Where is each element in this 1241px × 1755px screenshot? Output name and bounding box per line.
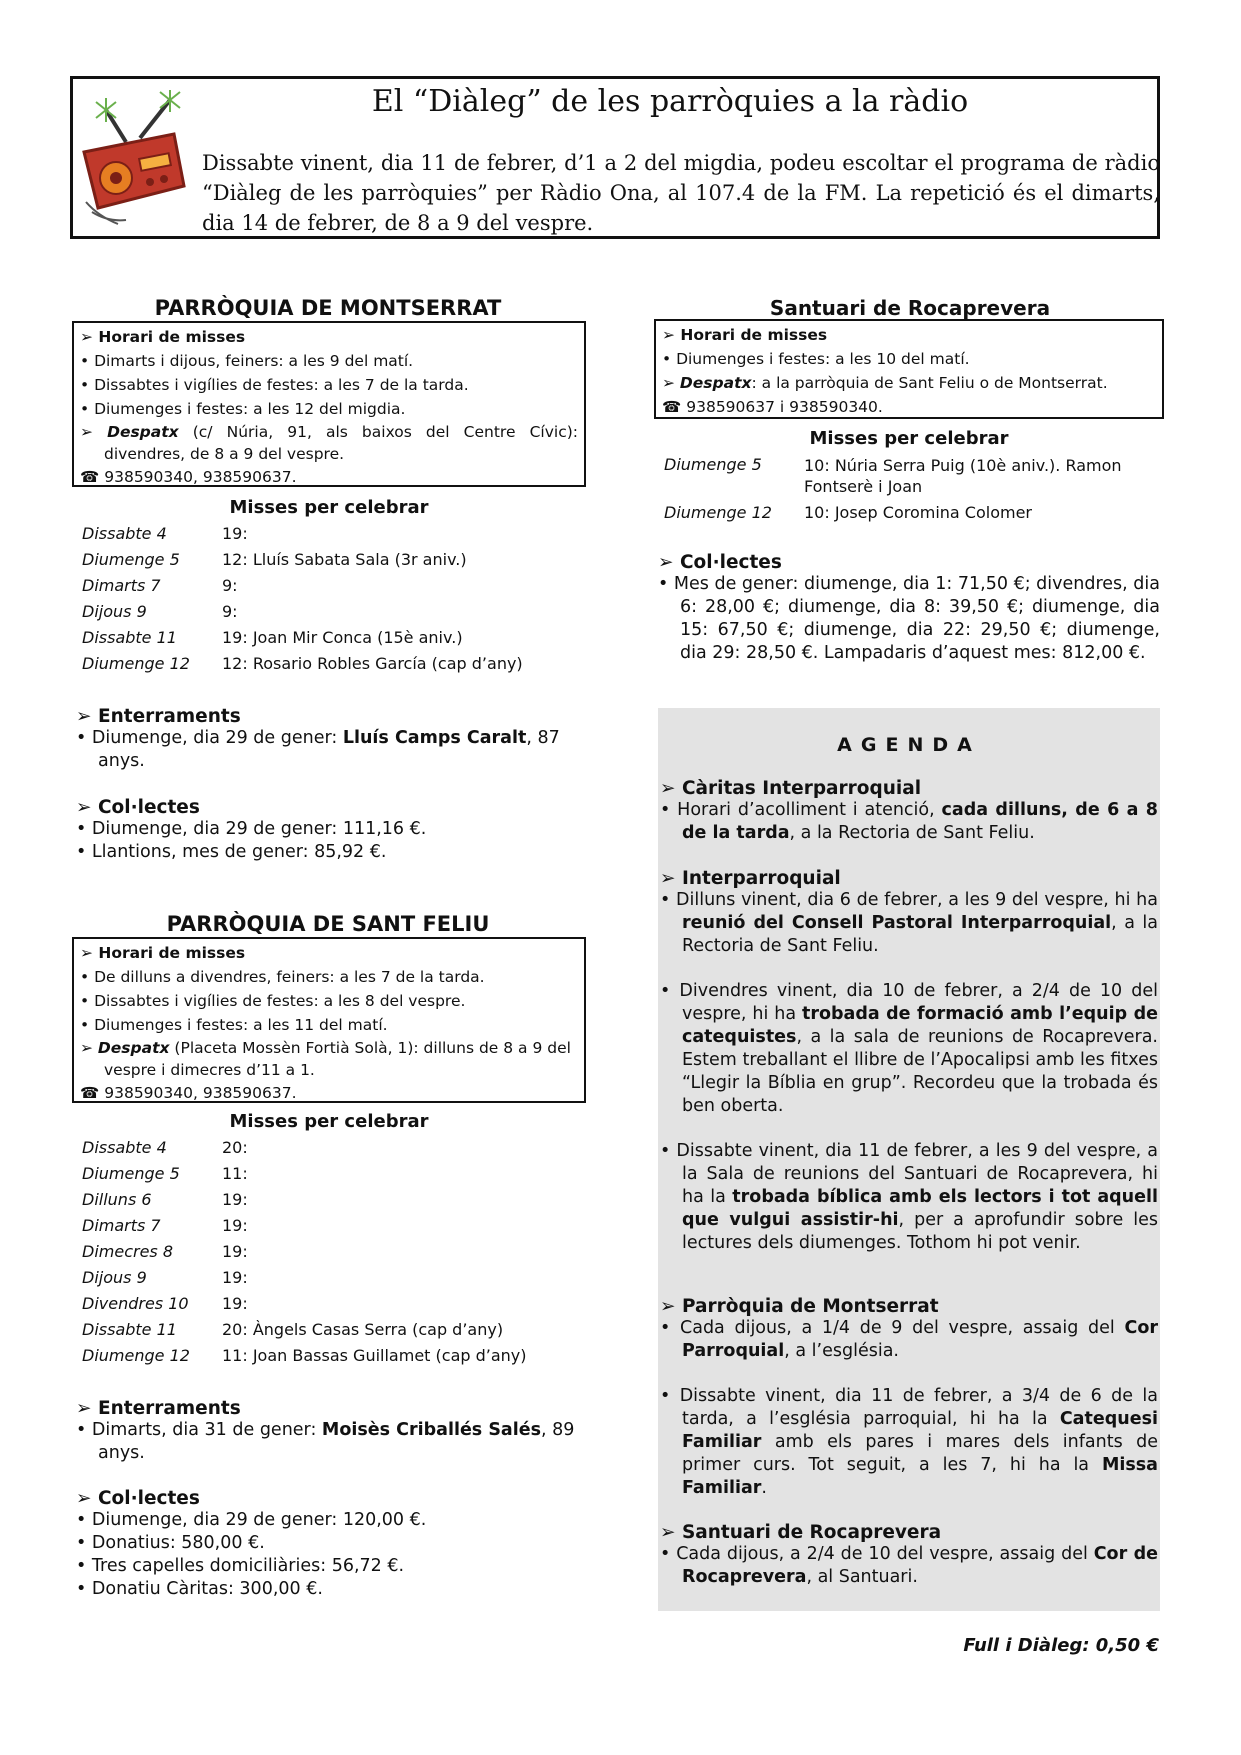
enterrament-date: • Diumenge, dia 29 de gener: — [76, 728, 343, 748]
agenda-text: , a la sala de reunions de Rocaprevera. Estem treballant el llibre de l’Apocalipsi amb les fitxes “Llegir la Bíblia en grup”. Recordeu que la trobada és ben oberta. — [682, 1027, 1158, 1116]
mass-hour: 12: — [222, 654, 248, 673]
montserrat-enterraments — [76, 706, 586, 773]
mass-row — [82, 1190, 582, 1216]
agenda-text: • Dilluns vinent, dia 6 de febrer, a les 9 del vespre, hi ha — [660, 890, 1158, 910]
despatx-text: (Placeta Mossèn Fortià Solà, 1): dilluns de 8 a 9 del vespre i dimecres d’11 a 1. — [104, 1039, 571, 1079]
agenda-text: , a la Rectoria de Sant Feliu. — [682, 913, 1158, 956]
agenda-text: , al Santuari. — [806, 1567, 918, 1587]
mass-hour: 10: — [804, 456, 830, 475]
enterrament-date: • Dimarts, dia 31 de gener: — [76, 1420, 322, 1440]
mass-row — [82, 1320, 582, 1346]
agenda-item — [660, 889, 1158, 958]
mass-day: Dissabte 11 — [82, 628, 177, 647]
mass-day: Dissabte 11 — [82, 1320, 177, 1339]
mass-day: Diumenge 5 — [664, 455, 762, 474]
collecta-item: • Diumenge, dia 29 de gener: 120,00 €. — [76, 1510, 427, 1530]
mass-hour: 20: — [222, 1320, 248, 1339]
radio-illustration — [78, 90, 198, 228]
despatx-line: ➢ Despatx: a la parròquia de Sant Feliu o de Montserrat. — [662, 374, 1108, 392]
santfeliu-title: PARRÒQUIA DE SANT FELIU — [166, 912, 490, 936]
agenda-heading: ➢ Santuari de Rocaprevera — [660, 1522, 942, 1543]
mass-row — [82, 602, 582, 628]
mass-day: Dijous 9 — [82, 602, 147, 621]
agenda-montserrat — [660, 1296, 1158, 1500]
mass-day: Dimarts 7 — [82, 1216, 161, 1235]
rocaprevera-title: Santuari de Rocaprevera — [769, 296, 1051, 320]
montserrat-collectes — [76, 797, 586, 864]
agenda-text: , a l’església. — [784, 1341, 899, 1361]
mass-row — [82, 1138, 582, 1164]
santfeliu-horari-box — [72, 937, 586, 1103]
agenda-heading: ➢ Interparroquial — [660, 868, 841, 889]
mass-row — [82, 1164, 582, 1190]
agenda-text: • Divendres vinent, dia 10 de febrer, a 2/4 de 10 del vespre, hi ha — [660, 981, 1158, 1024]
agenda-rocaprevera — [660, 1522, 1158, 1589]
mass-day: Dimarts 7 — [82, 576, 161, 595]
mass-day: Dissabte 4 — [82, 524, 167, 543]
agenda-text: • Horari d’acolliment i atenció, — [660, 800, 942, 820]
agenda-heading: ➢ Càritas Interparroquial — [660, 778, 922, 799]
santfeliu-misses-title: Misses per celebrar — [229, 1111, 429, 1132]
mass-row — [82, 576, 582, 602]
mass-day: Dimecres 8 — [82, 1242, 174, 1261]
horari-line: • Dissabtes i vigílies de festes: a les 8 del vespre. — [80, 992, 466, 1010]
agenda-item — [660, 799, 1158, 845]
enterrament-name: Lluís Camps Caralt — [342, 728, 527, 748]
collectes-heading: ➢ Col·lectes — [76, 1488, 200, 1509]
despatx-text: (c/ Núria, 91, als baixos del Centre Cívic): divendres, de 8 a 9 del vespre. — [104, 423, 578, 463]
horari-line: • De dilluns a divendres, feiners: a les 7 de la tarda. — [80, 968, 485, 986]
rocaprevera-horari-box — [654, 319, 1164, 419]
mass-day: Dissabte 4 — [82, 1138, 167, 1157]
rocaprevera-collectes — [658, 552, 1160, 665]
agenda-caritas — [660, 778, 1158, 845]
mass-hour: 19: — [222, 628, 248, 647]
agenda-text: , a la Rectoria de Sant Feliu. — [789, 823, 1035, 843]
despatx-line: ➢ Despatx (c/ Núria, 91, als baixos del Centre Cívic): divendres, de 8 a 9 del vespre. — [80, 423, 578, 463]
mass-row — [82, 1268, 582, 1294]
mass-row — [82, 1294, 582, 1320]
agenda-highlight: Cor Parroquial — [682, 1318, 1158, 1361]
mass-row — [82, 654, 582, 680]
collecta-item: • Mes de gener: diumenge, dia 1: 71,50 €; divendres, dia 6: 28,00 €; diumenge, dia 8: 39,50 €; diumenge, dia 15: 67,50 €; diumenge, dia 22: 29,50 €; diumenge, dia 29: 28,50 €. Lampadaris d’aquest mes: 812,00 €. — [658, 574, 1160, 663]
santfeliu-misses-table — [82, 1138, 582, 1372]
agenda-text: • Dissabte vinent, dia 11 de febrer, a 3/4 de 6 de la tarda, a l’església parroquial, hi ha la — [660, 1386, 1158, 1429]
agenda-highlight: Catequesi Familiar — [682, 1409, 1158, 1452]
agenda-item — [660, 1140, 1158, 1255]
enterrament-age: , 89 anys. — [98, 1420, 575, 1463]
collecta-item: • Llantions, mes de gener: 85,92 €. — [76, 842, 387, 862]
santfeliu-collectes — [76, 1488, 586, 1601]
mass-hour: 19: — [222, 1294, 248, 1313]
agenda-highlight: Cor de Rocaprevera — [682, 1544, 1159, 1587]
agenda-item — [660, 1543, 1158, 1589]
mass-intention: Lluís Sabata Sala (3r aniv.) — [247, 550, 467, 569]
collecta-item: • Tres capelles domiciliàries: 56,72 €. — [76, 1556, 405, 1576]
montserrat-title: PARRÒQUIA DE MONTSERRAT — [154, 296, 502, 320]
horari-heading: ➢ Horari de misses — [80, 944, 246, 962]
mass-hour: 9: — [222, 602, 238, 621]
mass-hour: 19: — [222, 1190, 248, 1209]
mass-hour: 19: — [222, 524, 248, 543]
agenda-text: • Dissabte vinent, dia 11 de febrer, a les 9 del vespre, a la Sala de reunions del Santuari de Rocaprevera, hi ha la — [660, 1141, 1158, 1207]
despatx-label: Despatx — [107, 423, 179, 441]
agenda-highlight: trobada bíblica amb els lectors i tot aquell que vulgui assistir-hi — [682, 1187, 1158, 1230]
mass-row — [664, 455, 1158, 503]
agenda-item — [660, 980, 1158, 1118]
horari-line: • Dimarts i dijous, feiners: a les 9 del matí. — [80, 352, 414, 370]
mass-row — [82, 1346, 582, 1372]
mass-row — [664, 503, 1158, 529]
mass-row — [82, 1216, 582, 1242]
mass-hour: 9: — [222, 576, 238, 595]
horari-line: • Diumenges i festes: a les 10 del matí. — [662, 350, 970, 368]
mass-day: Diumenge 12 — [82, 654, 190, 673]
agenda-highlight: trobada de formació amb l’equip de catequistes — [682, 1004, 1158, 1047]
mass-day: Dijous 9 — [82, 1268, 147, 1287]
price-footer: Full i Diàleg: 0,50 € — [963, 1635, 1159, 1656]
horari-line: • Dissabtes i vigílies de festes: a les 7 de la tarda. — [80, 376, 469, 394]
mass-intention: Joan Bassas Guillamet (cap d’any) — [247, 1346, 527, 1365]
mass-day: Dilluns 6 — [82, 1190, 152, 1209]
mass-hour: 10: — [804, 503, 830, 522]
agenda-item — [660, 1385, 1158, 1500]
mass-row — [82, 524, 582, 550]
montserrat-misses-table — [82, 524, 582, 680]
enterraments-heading: ➢ Enterraments — [76, 706, 241, 727]
mass-intention: Àngels Casas Serra (cap d’any) — [247, 1320, 504, 1339]
mass-hour: 11: — [222, 1346, 248, 1365]
banner-title: El “Diàleg” de les parròquies a la ràdio — [371, 84, 969, 119]
montserrat-misses-title: Misses per celebrar — [229, 497, 429, 518]
despatx-line: ➢ Despatx (Placeta Mossèn Fortià Solà, 1): dilluns de 8 a 9 del vespre i dimecres d’11 a 1. — [80, 1039, 571, 1079]
mass-intention: Josep Coromina Colomer — [829, 503, 1033, 522]
agenda-text: , per a aprofundir sobre les lectures dels diumenges. Tothom hi pot venir. — [682, 1210, 1158, 1253]
mass-row — [82, 1242, 582, 1268]
collecta-item: • Donatiu Càritas: 300,00 €. — [76, 1579, 323, 1599]
agenda-highlight: cada dilluns, de 6 a 8 de la tarda — [682, 800, 1158, 843]
mass-hour: 11: — [222, 1164, 248, 1183]
horari-heading: ➢ Horari de misses — [662, 326, 828, 344]
mass-day: Divendres 10 — [82, 1294, 189, 1313]
despatx-text: : a la parròquia de Sant Feliu o de Montserrat. — [751, 374, 1108, 392]
mass-hour: 19: — [222, 1242, 248, 1261]
enterraments-heading: ➢ Enterraments — [76, 1398, 241, 1419]
horari-line: • Diumenges i festes: a les 12 del migdia. — [80, 400, 406, 418]
despatx-label: Despatx — [97, 1039, 170, 1057]
mass-hour: 12: — [222, 550, 248, 569]
rocaprevera-misses-table — [664, 455, 1158, 529]
mass-day: Diumenge 12 — [664, 503, 772, 522]
enterrament-item — [76, 727, 586, 773]
agenda-highlight: Missa Familiar — [682, 1455, 1158, 1498]
mass-day: Diumenge 5 — [82, 550, 180, 569]
mass-intention: Núria Serra Puig (10è aniv.). Ramon Fontserè i Joan — [804, 456, 1122, 496]
mass-hour: 19: — [222, 1216, 248, 1235]
agenda-text: • Cada dijous, a 2/4 de 10 del vespre, assaig del — [660, 1544, 1094, 1564]
agenda-highlight: reunió del Consell Pastoral Interparroquial — [682, 913, 1112, 933]
banner-text: Dissabte vinent, dia 11 de febrer, d’1 a 2 del migdia, podeu escoltar el programa de ràdio “Diàleg de les parròquies” per Ràdio Ona, al 107.4 de la FM. La repetició és el dimarts, dia 14 de febrer, de 8 a 9 del vespre. — [202, 151, 1160, 235]
despatx-label: Despatx — [679, 374, 752, 392]
horari-heading: ➢ Horari de misses — [80, 328, 246, 346]
mass-hour: 19: — [222, 1268, 248, 1287]
horari-line: • Diumenges i festes: a les 11 del matí. — [80, 1016, 388, 1034]
montserrat-horari-box — [72, 321, 586, 487]
phone-line: ☎ 938590340, 938590637. — [80, 468, 297, 486]
agenda-text: amb els pares i mares dels infants de primer curs. Tot seguit, a les 7, hi ha la — [682, 1432, 1158, 1475]
mass-row — [82, 628, 582, 654]
collecta-item: • Donatius: 580,00 €. — [76, 1533, 265, 1553]
collectes-heading: ➢ Col·lectes — [658, 552, 782, 573]
mass-intention: Rosario Robles García (cap d’any) — [247, 654, 523, 673]
mass-hour: 20: — [222, 1138, 248, 1157]
enterrament-age: , 87 anys. — [98, 728, 560, 771]
collectes-heading: ➢ Col·lectes — [76, 797, 200, 818]
agenda-text: • Cada dijous, a 1/4 de 9 del vespre, assaig del — [660, 1318, 1125, 1338]
agenda-text: . — [761, 1478, 767, 1498]
mass-intention: Joan Mir Conca (15è aniv.) — [247, 628, 463, 647]
enterrament-item — [76, 1419, 586, 1465]
mass-row — [82, 550, 582, 576]
agenda-title: AGENDA — [837, 734, 981, 756]
mass-day: Diumenge 5 — [82, 1164, 180, 1183]
mass-day: Diumenge 12 — [82, 1346, 190, 1365]
collecta-item: • Diumenge, dia 29 de gener: 111,16 €. — [76, 819, 427, 839]
agenda-item — [660, 1317, 1158, 1363]
phone-line: ☎ 938590637 i 938590340. — [662, 398, 883, 416]
rocaprevera-misses-title: Misses per celebrar — [809, 428, 1009, 449]
agenda-heading: ➢ Parròquia de Montserrat — [660, 1296, 939, 1317]
phone-line: ☎ 938590340, 938590637. — [80, 1084, 297, 1102]
agenda-interparroquial — [660, 868, 1158, 1255]
enterrament-name: Moisès Criballés Salés — [321, 1420, 542, 1440]
santfeliu-enterraments — [76, 1398, 586, 1465]
